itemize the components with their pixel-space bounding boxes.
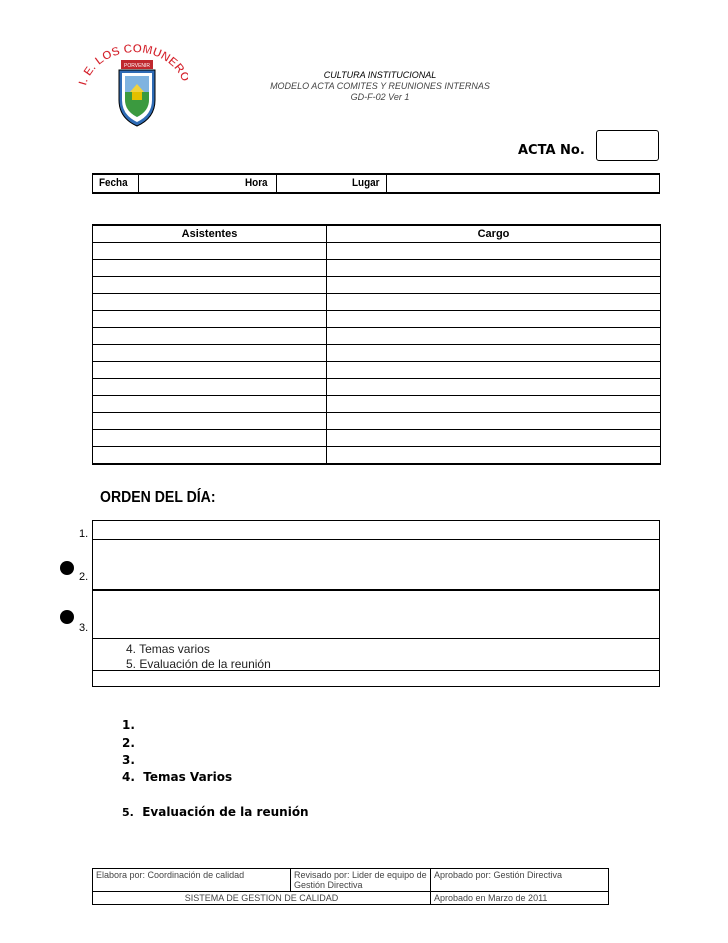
agenda-field-1[interactable] — [92, 520, 660, 540]
asistente-cell[interactable] — [93, 379, 327, 396]
cargo-cell[interactable] — [327, 311, 661, 328]
table-row — [93, 243, 661, 260]
agenda-field-3[interactable] — [92, 589, 660, 639]
hora-field[interactable] — [276, 175, 343, 192]
info-row — [92, 173, 660, 194]
agenda-number-1: 1. — [79, 528, 89, 540]
table-row — [93, 413, 661, 430]
cargo-cell[interactable] — [327, 379, 661, 396]
table-row — [93, 396, 661, 413]
attendees-table — [92, 224, 661, 465]
list2-item-1: 1. — [122, 718, 135, 732]
hora-label: Hora — [245, 177, 268, 189]
agenda-number-2: 2. — [79, 571, 89, 583]
cargo-cell[interactable] — [327, 362, 661, 379]
cargo-cell[interactable] — [327, 345, 661, 362]
asistente-cell[interactable] — [93, 430, 327, 447]
asistente-cell[interactable] — [93, 260, 327, 277]
list2-item-4-num: 4. — [122, 770, 135, 784]
lugar-label: Lugar — [352, 177, 380, 189]
asistente-cell[interactable] — [93, 311, 327, 328]
cargo-cell[interactable] — [327, 328, 661, 345]
footer-sistema: SISTEMA DE GESTION DE CALIDAD — [93, 892, 431, 905]
list2-item-3: 3. — [122, 753, 135, 767]
table-row — [93, 447, 661, 465]
list2-item-4-text: Temas Varios — [143, 770, 233, 784]
table-row — [93, 277, 661, 294]
agenda-field-2[interactable] — [92, 539, 660, 591]
list2-item-2: 2. — [122, 736, 135, 750]
table-row — [93, 294, 661, 311]
footer-elabora: Elabora por: Coordinación de calidad — [93, 869, 291, 892]
table-row — [93, 345, 661, 362]
list2-item-4 — [122, 770, 232, 784]
footer-table — [92, 868, 609, 905]
cargo-cell[interactable] — [327, 294, 661, 311]
cargo-cell[interactable] — [327, 396, 661, 413]
header-title: CULTURA INSTITUCIONAL — [323, 70, 437, 80]
cargo-cell[interactable] — [327, 277, 661, 294]
header-code: GD-F-02 Ver 1 — [350, 92, 410, 102]
agenda-blank-row[interactable] — [92, 671, 660, 687]
cargo-header: Cargo — [327, 225, 661, 243]
asistente-cell[interactable] — [93, 396, 327, 413]
bullet-icon — [60, 610, 74, 624]
orden-title: ORDEN DEL DÍA: — [100, 489, 216, 506]
table-row — [93, 328, 661, 345]
table-row — [93, 430, 661, 447]
asistente-cell[interactable] — [93, 328, 327, 345]
logo-banner: PORVENIR — [123, 63, 151, 69]
cargo-cell[interactable] — [327, 260, 661, 277]
table-row — [93, 311, 661, 328]
footer-fecha-aprobacion: Aprobado en Marzo de 2011 — [431, 892, 609, 905]
asistente-cell[interactable] — [93, 294, 327, 311]
fecha-label: Fecha — [99, 177, 128, 189]
list2-item-5 — [122, 805, 309, 819]
asistente-cell[interactable] — [93, 447, 327, 465]
logo-arc-text: . E. LOS COMUNER — [78, 41, 188, 84]
asistente-cell[interactable] — [93, 277, 327, 294]
list2-item-5-text: Evaluación de la reunión — [142, 805, 309, 819]
agenda-number-3: 3. — [79, 622, 89, 634]
cargo-cell[interactable] — [327, 243, 661, 260]
table-row — [93, 362, 661, 379]
table-header-row — [93, 225, 661, 243]
lugar-field[interactable] — [386, 175, 659, 192]
fecha-field[interactable] — [138, 175, 235, 192]
footer-aprobado: Aprobado por: Gestión Directiva — [431, 869, 609, 892]
acta-label: ACTA No. — [518, 143, 585, 158]
list2-item-5-num: 5. — [122, 806, 134, 819]
bullet-icon — [60, 561, 74, 575]
asistentes-header: Asistentes — [93, 225, 327, 243]
footer-revisado: Revisado por: Lider de equipo de Gestión Directiva — [291, 869, 431, 892]
school-logo — [78, 40, 188, 135]
asistente-cell[interactable] — [93, 345, 327, 362]
table-row — [93, 379, 661, 396]
asistente-cell[interactable] — [93, 413, 327, 430]
agenda-item-temas: 4. Temas varios — [126, 642, 210, 656]
asistente-cell[interactable] — [93, 362, 327, 379]
asistente-cell[interactable] — [93, 243, 327, 260]
agenda-item-evaluacion: 5. Evaluación de la reunión — [126, 657, 271, 671]
crest-icon — [78, 40, 188, 135]
header-subtitle: MODELO ACTA COMITES Y REUNIONES INTERNAS — [270, 81, 490, 91]
cargo-cell[interactable] — [327, 447, 661, 465]
table-row — [93, 260, 661, 277]
acta-number-field[interactable] — [596, 130, 659, 161]
cargo-cell[interactable] — [327, 413, 661, 430]
cargo-cell[interactable] — [327, 430, 661, 447]
